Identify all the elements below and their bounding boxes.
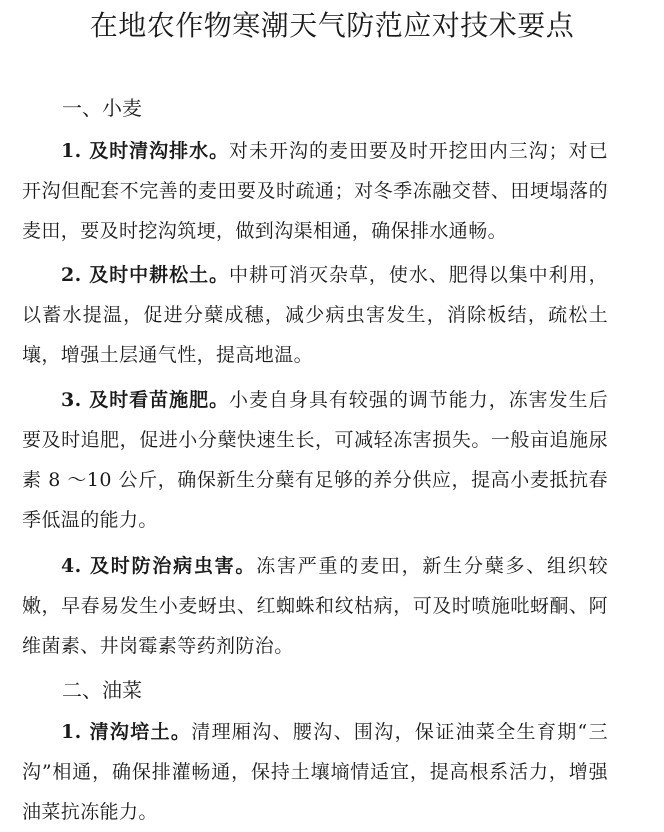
wheat-item-2	[22, 255, 608, 375]
item-text: 中耕可消灭杂草，使水、肥得以集中利用，以蓄水提温，促进分蘖成穗，减少病虫害发生，消除板结，疏松土壤，增强土层通气性，提高地温。	[22, 264, 608, 366]
section-heading-wheat: 一、小麦	[62, 96, 142, 120]
item-text: 对未开沟的麦田要及时开挖田内三沟；对已开沟但配套不完善的麦田要及时疏通；对冬季冻融交替、田埂塌落的麦田，要及时挖沟筑埂，做到沟渠相通，确保排水通畅。	[22, 140, 608, 242]
item-lead: 1. 及时清沟排水。	[61, 140, 230, 162]
document-title: 在地农作物寒潮天气防范应对技术要点	[89, 9, 575, 42]
wheat-item-3	[22, 380, 608, 540]
item-lead: 1. 清沟培土。	[61, 721, 192, 743]
wheat-item-1	[22, 131, 608, 251]
item-lead: 2. 及时中耕松土。	[61, 264, 230, 286]
item-lead: 4. 及时防治病虫害。	[61, 555, 257, 577]
item-text: 清理厢沟、腰沟、围沟，保证油菜全生育期“三沟”相通，确保排灌畅通，保持土壤墒情适宜，提高根系活力，增强油菜抗冻能力。	[22, 721, 608, 823]
item-text: 小麦自身具有较强的调节能力，冻害发生后要及时追肥，促进小分蘖快速生长，可减轻冻害损失。一般亩追施尿素 8 ～10 公斤，确保新生分蘖有足够的养分供应，提高小麦抵抗春季低温的能力。	[22, 389, 608, 531]
section-heading-rapeseed: 二、油菜	[62, 678, 142, 702]
wheat-item-4	[22, 546, 608, 666]
rapeseed-item-1	[22, 712, 608, 832]
item-lead: 3. 及时看苗施肥。	[61, 389, 230, 411]
item-text: 冻害严重的麦田，新生分蘖多、组织较嫩，早春易发生小麦蚜虫、红蜘蛛和纹枯病，可及时喷施吡蚜酮、阿维菌素、井岗霉素等药剂防治。	[22, 555, 608, 657]
